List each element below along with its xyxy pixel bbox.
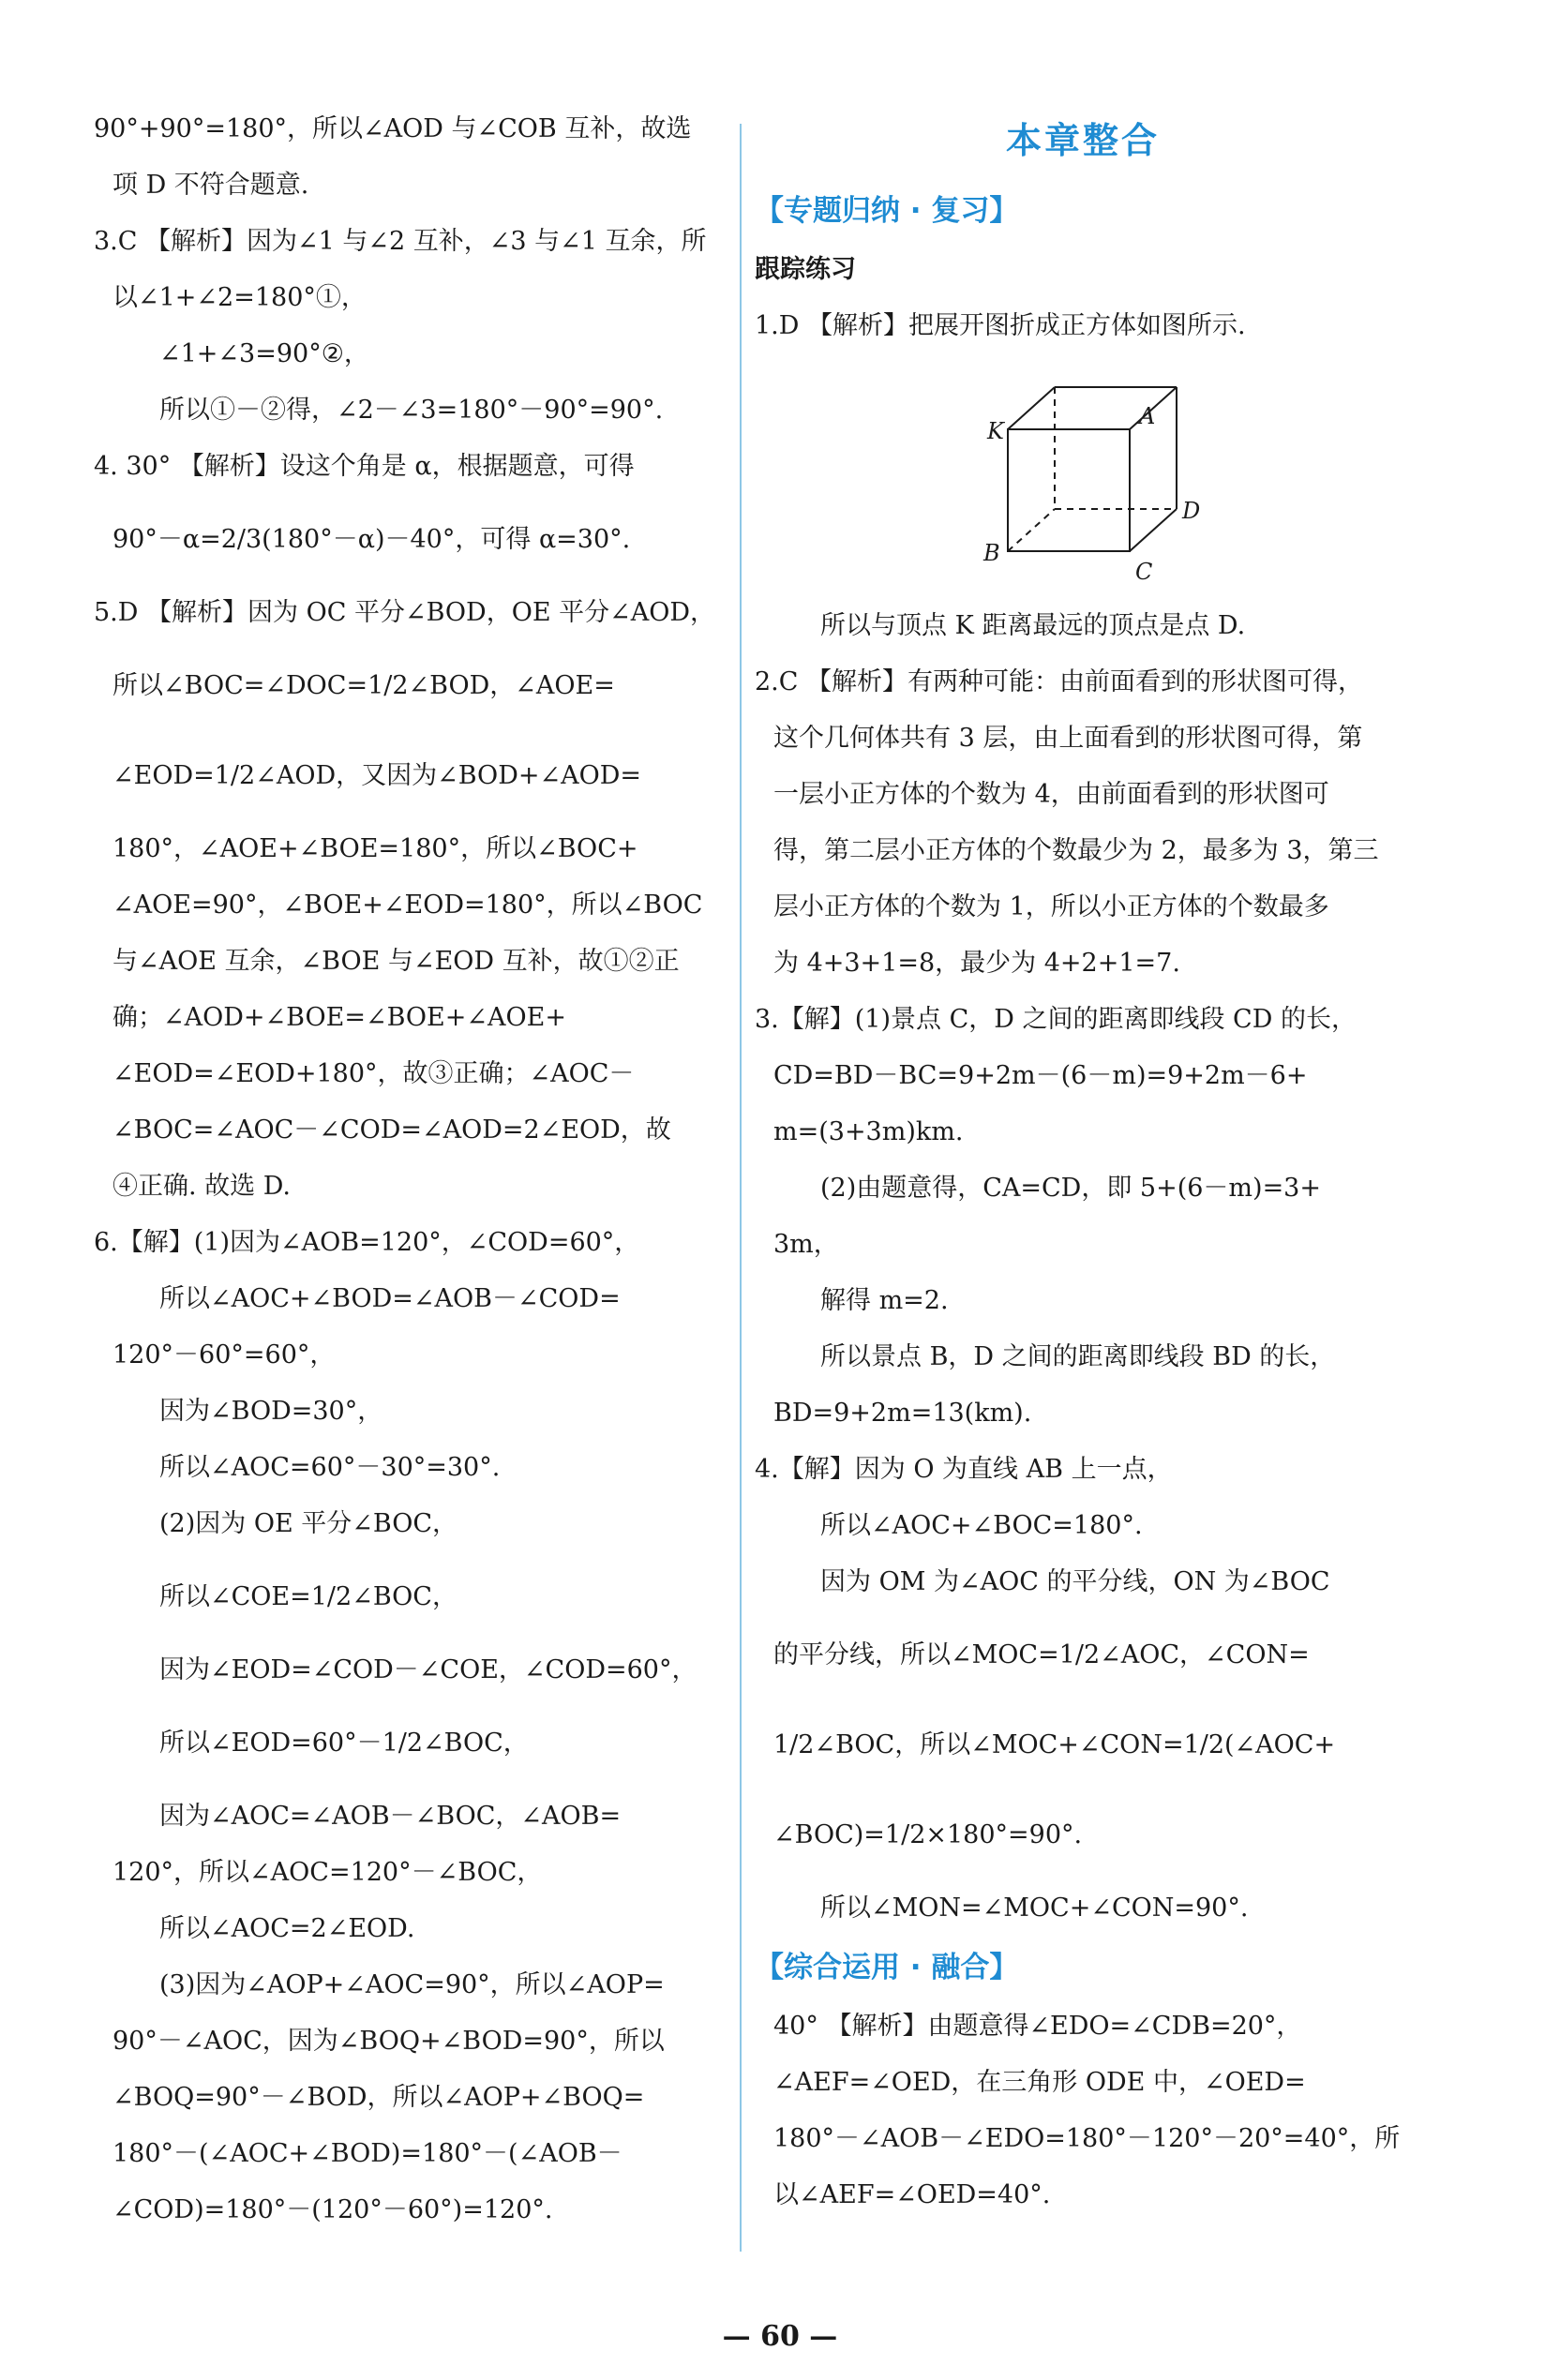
vertex-label-b: B xyxy=(983,540,1000,566)
answer-2-line: 2.C 【解析】有两种可能：由前面看到的形状图可得， xyxy=(755,667,1364,696)
text-line: ∠AEF=∠OED，在三角形 ODE 中，∠OED= xyxy=(773,2068,1306,2097)
answer-3-line: 3.C 【解析】因为∠1 与∠2 互补，∠3 与∠1 互余，所 xyxy=(94,227,707,256)
text-line: 因为∠EOD=∠COD－∠COE，∠COD=60°， xyxy=(159,1655,698,1684)
text-line: 所以∠AOC=2∠EOD. xyxy=(159,1914,415,1943)
text-line: 120°－60°=60°， xyxy=(112,1340,336,1370)
text-line: ∠EOD=∠EOD+180°，故③正确；∠AOC－ xyxy=(112,1059,635,1088)
vertex-label-c: C xyxy=(1135,559,1153,585)
text-line: 40° 【解析】由题意得∠EDO=∠CDB=20°， xyxy=(773,2012,1302,2041)
text-line: ∠BOQ=90°－∠BOD，所以∠AOP+∠BOQ= xyxy=(112,2083,645,2112)
text-line: 以∠1+∠2=180°①， xyxy=(112,283,367,312)
text-line: 解得 m=2. xyxy=(820,1286,949,1315)
text-line: 所以与顶点 K 距离最远的顶点是点 D. xyxy=(820,611,1246,640)
text-line: ∠BOC=∠AOC－∠COD=∠AOD=2∠EOD，故 xyxy=(112,1115,671,1145)
column-divider xyxy=(740,124,742,2252)
cube-diagram xyxy=(970,364,1214,589)
section-heading-review: 【专题归纳 · 复习】 xyxy=(755,194,1019,228)
text-line: 180°－(∠AOC+∠BOD)=180°－(∠AOB－ xyxy=(112,2139,622,2168)
text-line: BD=9+2m=13(km). xyxy=(773,1399,1032,1428)
text-line: 以∠AEF=∠OED=40°. xyxy=(773,2180,1051,2209)
text-line: 为 4+3+1=8，最少为 4+2+1=7. xyxy=(773,949,1180,978)
chapter-title: 本章整合 xyxy=(1005,119,1160,161)
vertex-label-k: K xyxy=(987,418,1004,444)
text-line: 120°，所以∠AOC=120°－∠BOC， xyxy=(112,1858,543,1887)
formula-line: 所以∠EOD=60°－1/2∠BOC， xyxy=(159,1729,529,1758)
text-line: 180°－∠AOB－∠EDO=180°－120°－20°=40°，所 xyxy=(773,2124,1401,2153)
text-line: 这个几何体共有 3 层，由上面看到的形状图可得，第 xyxy=(773,724,1363,753)
answer-1-line: 1.D 【解析】把展开图折成正方体如图所示. xyxy=(755,311,1246,340)
text-line: 层小正方体的个数为 1，所以小正方体的个数最多 xyxy=(773,892,1329,921)
text-line: ∠COD)=180°－(120°－60°)=120°. xyxy=(112,2195,553,2224)
text-line: 与∠AOE 互余，∠BOE 与∠EOD 互补，故①②正 xyxy=(112,947,680,976)
text-line: ④正确. 故选 D. xyxy=(112,1172,292,1201)
answer-6-line: 6.【解】(1)因为∠AOB=120°，∠COD=60°， xyxy=(94,1228,640,1257)
text-line: 因为 OM 为∠AOC 的平分线，ON 为∠BOC xyxy=(820,1567,1330,1596)
text-line: 180°，∠AOE+∠BOE=180°，所以∠BOC+ xyxy=(112,834,638,863)
vertex-label-d: D xyxy=(1182,498,1201,524)
vertex-label-a: A xyxy=(1139,403,1156,429)
text-line: (2)因为 OE 平分∠BOC， xyxy=(159,1509,458,1538)
formula-line: 1/2∠BOC，所以∠MOC+∠CON=1/2(∠AOC+ xyxy=(773,1730,1336,1759)
text-line: m=(3+3m)km. xyxy=(773,1117,964,1146)
answer-5-line: 5.D 【解析】因为 OC 平分∠BOD，OE 平分∠AOD， xyxy=(94,598,716,627)
formula-line: 的平分线，所以∠MOC=1/2∠AOC，∠CON= xyxy=(773,1640,1310,1669)
cube-figure xyxy=(755,354,1411,598)
text-line: ∠AOE=90°，∠BOE+∠EOD=180°，所以∠BOC xyxy=(112,891,703,920)
text-line: 所以景点 B，D 之间的距离即线段 BD 的长， xyxy=(820,1342,1336,1371)
formula-line: 所以∠BOC=∠DOC=1/2∠BOD，∠AOE= xyxy=(112,671,615,700)
section-heading-synthesis: 【综合运用 · 融合】 xyxy=(755,1951,1019,1984)
text-line: ∠1+∠3=90°②， xyxy=(159,339,369,368)
formula-line: 所以∠COE=1/2∠BOC， xyxy=(159,1582,458,1611)
answer-4-line: 4.【解】因为 O 为直线 AB 上一点， xyxy=(755,1455,1173,1484)
subsection-heading: 跟踪练习 xyxy=(755,255,856,284)
text-line: 得，第二层小正方体的个数最少为 2，最多为 3，第三 xyxy=(773,836,1379,865)
text-line: 所以∠AOC=60°－30°=30°. xyxy=(159,1453,501,1482)
text-line: 所以①－②得，∠2－∠3=180°－90°=90°. xyxy=(159,396,664,425)
text-line: 3m， xyxy=(773,1230,839,1259)
text-line: 确；∠AOD+∠BOE=∠BOE+∠AOE+ xyxy=(112,1003,566,1032)
page-number: — 60 — xyxy=(722,2320,838,2353)
text-line: (3)因为∠AOP+∠AOC=90°，所以∠AOP= xyxy=(159,1970,665,1999)
text-line: 因为∠BOD=30°， xyxy=(159,1397,383,1426)
text-line: 项 D 不符合题意. xyxy=(112,171,309,200)
text-line: 一层小正方体的个数为 4，由前面看到的形状图可 xyxy=(773,780,1329,809)
formula-line: ∠BOC)=1/2×180°=90°. xyxy=(773,1820,1083,1849)
cube-front-face xyxy=(1008,429,1130,551)
text-line: CD=BD－BC=9+2m－(6－m)=9+2m－6+ xyxy=(773,1061,1308,1090)
answer-4-line: 4. 30° 【解析】设这个角是 α，根据题意，可得 xyxy=(94,452,635,481)
answer-3-line: 3.【解】(1)景点 C，D 之间的距离即线段 CD 的长， xyxy=(755,1005,1357,1034)
text-line: 所以∠MON=∠MOC+∠CON=90°. xyxy=(820,1894,1249,1923)
formula-line: 90°－α=2/3(180°－α)－40°，可得 α=30°. xyxy=(112,525,631,554)
text-line: 90°+90°=180°，所以∠AOD 与∠COB 互补，故选 xyxy=(94,114,692,143)
formula-line: ∠EOD=1/2∠AOD，又因为∠BOD+∠AOD= xyxy=(112,761,641,790)
text-line: (2)由题意得，CA=CD，即 5+(6－m)=3+ xyxy=(820,1174,1321,1203)
text-line: 因为∠AOC=∠AOB－∠BOC，∠AOB= xyxy=(159,1802,622,1831)
text-line: 所以∠AOC+∠BOC=180°. xyxy=(820,1511,1143,1540)
right-column xyxy=(755,101,1411,2223)
text-line: 所以∠AOC+∠BOD=∠AOB－∠COD= xyxy=(159,1284,621,1313)
left-column xyxy=(94,101,731,2238)
text-line: 90°－∠AOC，因为∠BOQ+∠BOD=90°，所以 xyxy=(112,2027,665,2056)
